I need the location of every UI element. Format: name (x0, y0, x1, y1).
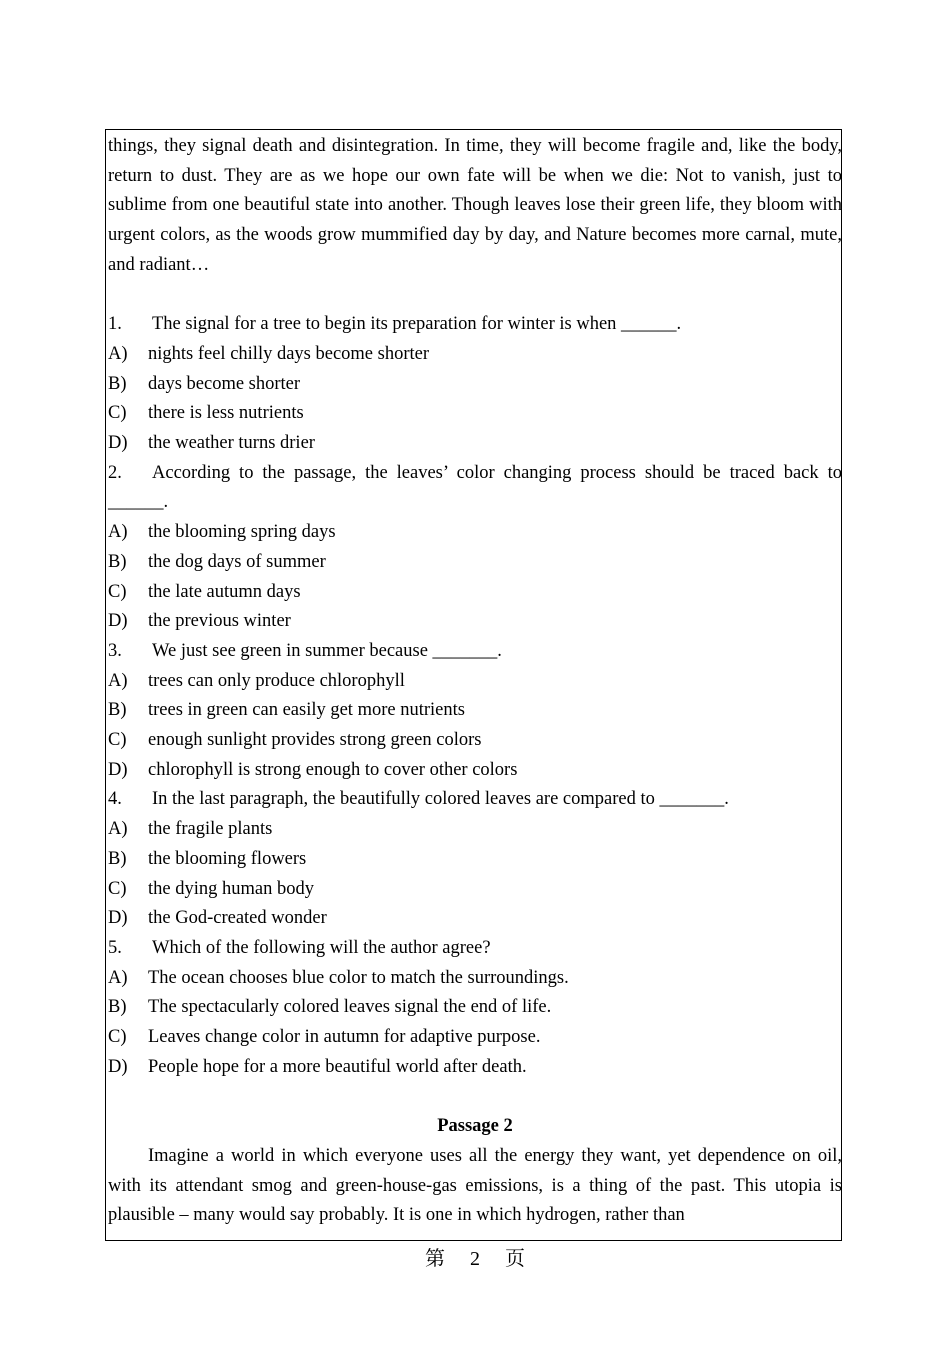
option-label: A) (108, 819, 128, 840)
option-label: A) (108, 670, 128, 691)
question-text: We just see green in summer because _______. (152, 640, 502, 661)
option-text: the God-created wonder (148, 908, 327, 929)
question-5 (108, 934, 842, 964)
option-text: there is less nutrients (148, 403, 304, 424)
option (108, 1023, 842, 1053)
option (108, 904, 842, 934)
option-text: Leaves change color in autumn for adaptive purpose. (148, 1027, 541, 1048)
document-body (108, 132, 842, 1231)
option-text: enough sunlight provides strong green colors (148, 730, 482, 751)
page-footer (0, 1244, 950, 1274)
option (108, 726, 842, 756)
option-label: C) (108, 581, 127, 602)
question-4 (108, 785, 842, 815)
footer-suffix: 页 (505, 1248, 525, 1270)
option (108, 993, 842, 1023)
question-number: 3. (108, 640, 122, 661)
option-text: the blooming flowers (148, 848, 307, 869)
option-label: A) (108, 522, 128, 543)
option-label: A) (108, 343, 128, 364)
option (108, 1053, 842, 1083)
option-text: the weather turns drier (148, 433, 315, 454)
option-text: the fragile plants (148, 819, 273, 840)
option-label: C) (108, 730, 127, 751)
option-text: chlorophyll is strong enough to cover other colors (148, 759, 518, 780)
option-text: nights feel chilly days become shorter (148, 343, 430, 364)
question-text: In the last paragraph, the beautifully colored leaves are compared to _______. (152, 789, 729, 810)
option-label: D) (108, 908, 128, 929)
option-label: C) (108, 1027, 127, 1048)
option-label: D) (108, 433, 128, 454)
option-text: the previous winter (148, 611, 291, 632)
option-label: B) (108, 848, 127, 869)
option-label: B) (108, 700, 127, 721)
question-number: 4. (108, 789, 122, 810)
question-number: 5. (108, 937, 122, 958)
question-number: 2. (108, 462, 122, 483)
option (108, 696, 842, 726)
option-label: D) (108, 759, 128, 780)
option-label: B) (108, 373, 127, 394)
option (108, 429, 842, 459)
option (108, 399, 842, 429)
option-label: D) (108, 1056, 128, 1077)
option (108, 548, 842, 578)
option-label: A) (108, 967, 128, 988)
passage2-title: Passage 2 (437, 1116, 513, 1137)
option (108, 607, 842, 637)
option (108, 518, 842, 548)
option-text: The ocean chooses blue color to match the surroundings. (148, 967, 569, 988)
spacer (108, 1082, 842, 1112)
option-label: B) (108, 997, 127, 1018)
option-text: the late autumn days (148, 581, 301, 602)
page-number: 2 (470, 1248, 480, 1270)
option-label: C) (108, 403, 127, 424)
option (108, 370, 842, 400)
question-number: 1. (108, 314, 122, 335)
option-text: The spectacularly colored leaves signal the end of life. (148, 997, 552, 1018)
option-text: days become shorter (148, 373, 301, 394)
question-text: The signal for a tree to begin its preparation for winter is when ______. (152, 314, 682, 335)
option (108, 875, 842, 905)
footer-prefix: 第 (425, 1248, 445, 1270)
option-text: People hope for a more beautiful world after death. (148, 1056, 527, 1077)
option (108, 667, 842, 697)
option-text: trees in green can easily get more nutrients (148, 700, 465, 721)
option (108, 964, 842, 994)
option-label: C) (108, 878, 127, 899)
option (108, 340, 842, 370)
option-text: the dying human body (148, 878, 314, 899)
question-text: According to the passage, the leaves’ color changing process should be traced back to ______. (108, 462, 842, 513)
option-text: the dog days of summer (148, 551, 326, 572)
question-text: Which of the following will the author agree? (152, 937, 491, 958)
option-text: trees can only produce chlorophyll (148, 670, 405, 691)
option (108, 578, 842, 608)
question-2 (108, 459, 842, 518)
passage2-text: Imagine a world in which everyone uses all the energy they want, yet dependence on oil, with its attendant smog and green-house-gas emissions, is a thing of the past. This utopia is plausible – many would say probably. It is one in which hydrogen, rather than (108, 1145, 842, 1226)
passage1-tail: things, they signal death and disintegration. In time, they will become fragile and, like the body, return to dust. They are as we hope our own fate will be when we die: Not to vanish, just to sublime from one beautiful state into another. Though leaves lose their green life, they bloom with urgent colors, as the woods grow mummified day by day, and Nature becomes more carnal, mute, and radiant… (108, 136, 842, 275)
question-1 (108, 310, 842, 340)
option (108, 845, 842, 875)
question-3 (108, 637, 842, 667)
option-label: B) (108, 551, 127, 572)
option-text: the blooming spring days (148, 522, 336, 543)
spacer (108, 281, 842, 311)
option-label: D) (108, 611, 128, 632)
option (108, 756, 842, 786)
option (108, 815, 842, 845)
